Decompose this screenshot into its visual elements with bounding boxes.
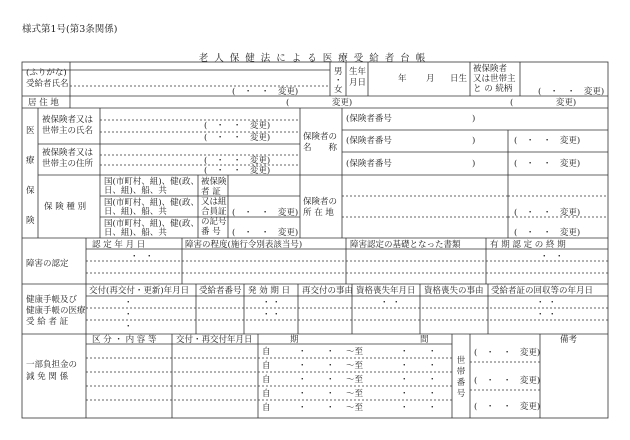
disability-label: 障害の認定 [26,259,69,269]
period-dot-1b: ・ [326,347,335,357]
disability-col-basis: 障害認定の基礎となった書類 [350,240,461,250]
card-col-effective: 発 効 期 日 [248,286,291,296]
relation-change-note: ( ・ ・ 変更) [538,87,605,97]
type-option-3b: 日、組)、船、共 [104,228,167,238]
card-label-1: 被保険 [201,177,227,187]
insurer-number-3: (保険者番号 [346,159,392,169]
period-dot-5d: ・ [428,403,437,413]
residence-label: 居 住 地 [28,98,59,108]
period-from-2: 自 [262,361,271,371]
insurer-number-2-close: ) [472,136,476,146]
card-dot-lost-2: ・ [392,298,401,308]
card-col-reissue: 再交付の事由 [302,286,354,296]
card-label-5: の記号 [201,217,227,227]
period-to-2: ～至 [346,361,364,371]
name-change-note: ( ・ ・ 変更) [232,87,299,97]
page-title: 老人保健法による医療受給者台帳 [198,53,432,64]
card-dot-recall-2: ・ [548,298,557,308]
household-change-1: ( ・ ・ 変更) [474,348,541,358]
card-section-label-3: 受 給 者 証 [26,317,69,327]
card-label-3: 又は組 [201,197,227,207]
period-dot-1a: ・ [298,347,307,357]
card-dot-r1: ・ [124,298,133,308]
period-to-3: ～至 [346,375,364,385]
exemption-remarks: 備考 [560,335,578,345]
exemption-col-issue: 交付・再交付年月日 [176,335,253,345]
insurance-type-label: 保 険 種 別 [44,202,87,212]
insurer-name-label-1: 保険者の [303,132,338,142]
period-dot-4b: ・ [326,389,335,399]
card-section-label-1: 健康手帳及び [26,295,78,305]
residence-change-2: ( 変更) [510,98,577,108]
insurer-number-3-close: ) [472,159,476,169]
period-dot-2d: ・ [428,361,437,371]
residence-change-1: ( 変更) [286,98,353,108]
insurer-change-2: ( ・ ・ 変更) [514,159,581,169]
form-number: 様式第1号(第3条関係) [22,24,118,35]
period-dot-4c: ・ [400,389,409,399]
period-dot-3b: ・ [326,375,335,385]
holder-name-change-2: ( ・ ・ 変更) [204,133,271,143]
relation-label-3: と の 続柄 [473,84,513,94]
period-dot-3a: ・ [298,375,307,385]
sex-separator: ・ [334,76,343,86]
card-dot-recall-3: ・ [536,310,545,320]
exemption-col-period-1: 期 [290,335,299,345]
recipient-name-label: 受給者氏名 [26,79,69,89]
period-to-4: ～至 [346,389,364,399]
period-from-4: 自 [262,389,271,399]
card-section-label-2: 健康手帳の医療 [26,306,86,316]
furigana-label: (ふりがな) [26,68,67,78]
household-change-3: ( ・ ・ 変更) [474,402,541,412]
disability-dot-2: ・ [145,252,154,262]
period-from-3: 自 [262,375,271,385]
sex-male: 男 [334,67,343,77]
period-from-5: 自 [262,403,271,413]
insurance-side-3: 保 [26,186,35,196]
card-dot-eff-2: ・ [272,298,281,308]
period-dot-2b: ・ [326,361,335,371]
disability-dot-4: ・ [555,252,564,262]
card-col-issue: 交付(再交付・更新)年月日 [89,286,190,296]
disability-dot-1: ・ [130,252,139,262]
card-dot-eff-1: ・ [262,298,271,308]
card-label-6: 番 号 [201,227,221,237]
period-to-1: ～至 [346,347,364,357]
card-dot-eff-3: ・ [262,310,271,320]
card-dot-lost-1: ・ [380,298,389,308]
insurer-address-label-1: 保険者の [303,197,338,207]
exemption-label-2: 減 免 関 係 [26,372,69,382]
birth-label-1: 生年 [349,67,367,77]
period-dot-3c: ・ [400,375,409,385]
card-dot-eff-4: ・ [272,310,281,320]
period-to-5: ～至 [346,403,364,413]
period-dot-2c: ・ [400,361,409,371]
card-dot-r2: ・ [124,310,133,320]
insurer-change-4: ( ・ ・ 変更) [514,228,581,238]
card-label-2: 者 証 [201,187,221,197]
holder-name-change-1: ( ・ ・ 変更) [204,121,271,131]
period-dot-5b: ・ [326,403,335,413]
card-dot-r3: ・ [124,322,133,332]
holder-name-label-2: 世帯主の氏名 [42,126,94,136]
holder-address-label-2: 世帯主の住所 [42,159,94,169]
card-col-lost-date: 資格喪失年月日 [356,286,416,296]
birth-label-2: 月日 [349,78,367,88]
sex-female: 女 [334,85,343,95]
insurer-address-label-2: 所 在 地 [303,208,334,218]
insurer-change-3: ( ・ ・ 変更) [514,208,581,218]
birth-year: 年 [398,74,407,84]
type-option-1b: 日、組)、船、共 [104,186,167,196]
insurance-side-4: 険 [26,216,35,226]
insurance-side-2: 療 [26,156,35,166]
insurance-side-1: 医 [26,126,35,136]
period-dot-3d: ・ [428,375,437,385]
type-option-2a: 国(市町村、組)、健(政、 [104,198,199,208]
period-dot-1c: ・ [400,347,409,357]
household-change-2: ( ・ ・ 変更) [474,376,541,386]
card-change-1: ( ・ ・ 変更) [232,208,299,218]
disability-col-end: 有 期 認 定 の 終 期 [490,240,566,250]
holder-name-label-1: 被保険者又は [42,115,94,125]
relation-label-2: 又は世帯主 [473,74,516,84]
insurer-number-1-close: ) [472,114,476,124]
period-dot-4a: ・ [298,389,307,399]
insurer-name-label-2: 名 称 [303,143,338,153]
card-col-recall: 受給者証の回収等の年月日 [491,286,594,296]
household-number-label: 世帯番号 [456,356,466,399]
birth-month: 月 [426,74,435,84]
period-dot-5c: ・ [400,403,409,413]
holder-address-label-1: 被保険者又は [42,148,94,158]
period-from-1: 自 [262,347,271,357]
card-col-lost-reason: 資格喪失の事由 [424,286,484,296]
disability-dot-3: ・ [540,252,549,262]
holder-address-change-2: ( ・ ・ 変更) [204,166,271,176]
card-col-number: 受給者番号 [199,286,242,296]
holder-address-change-1: ( ・ ・ 変更) [204,156,271,166]
insurer-number-2: (保険者番号 [346,136,392,146]
disability-col-date: 認 定 年 月 日 [92,240,146,250]
birth-day: 日生 [450,74,468,84]
disability-col-degree: 障害の程度(施行令別表該当号) [185,240,303,250]
period-dot-5a: ・ [298,403,307,413]
insurer-number-1: (保険者番号 [346,114,392,124]
type-option-3a: 国(市町村、組)、健(政、 [104,219,199,229]
exemption-col-class: 区 分 ・ 内 容 等 [92,335,157,345]
type-option-1a: 国(市町村、組)、健(政、 [104,177,199,187]
insurer-change-1: ( ・ ・ 変更) [514,136,581,146]
relation-label-1: 被保険者 [473,64,508,74]
card-dot-recall-4: ・ [548,310,557,320]
exemption-label-1: 一部負担金の [26,360,78,370]
card-dot-recall-1: ・ [536,298,545,308]
type-option-2b: 日、組)、船、共 [104,207,167,217]
card-change-2: ( ・ ・ 変更) [232,228,299,238]
card-label-4: 合員証 [201,207,227,217]
exemption-col-period-2: 間 [420,335,429,345]
period-dot-2a: ・ [298,361,307,371]
period-dot-1d: ・ [428,347,437,357]
period-dot-4d: ・ [428,389,437,399]
